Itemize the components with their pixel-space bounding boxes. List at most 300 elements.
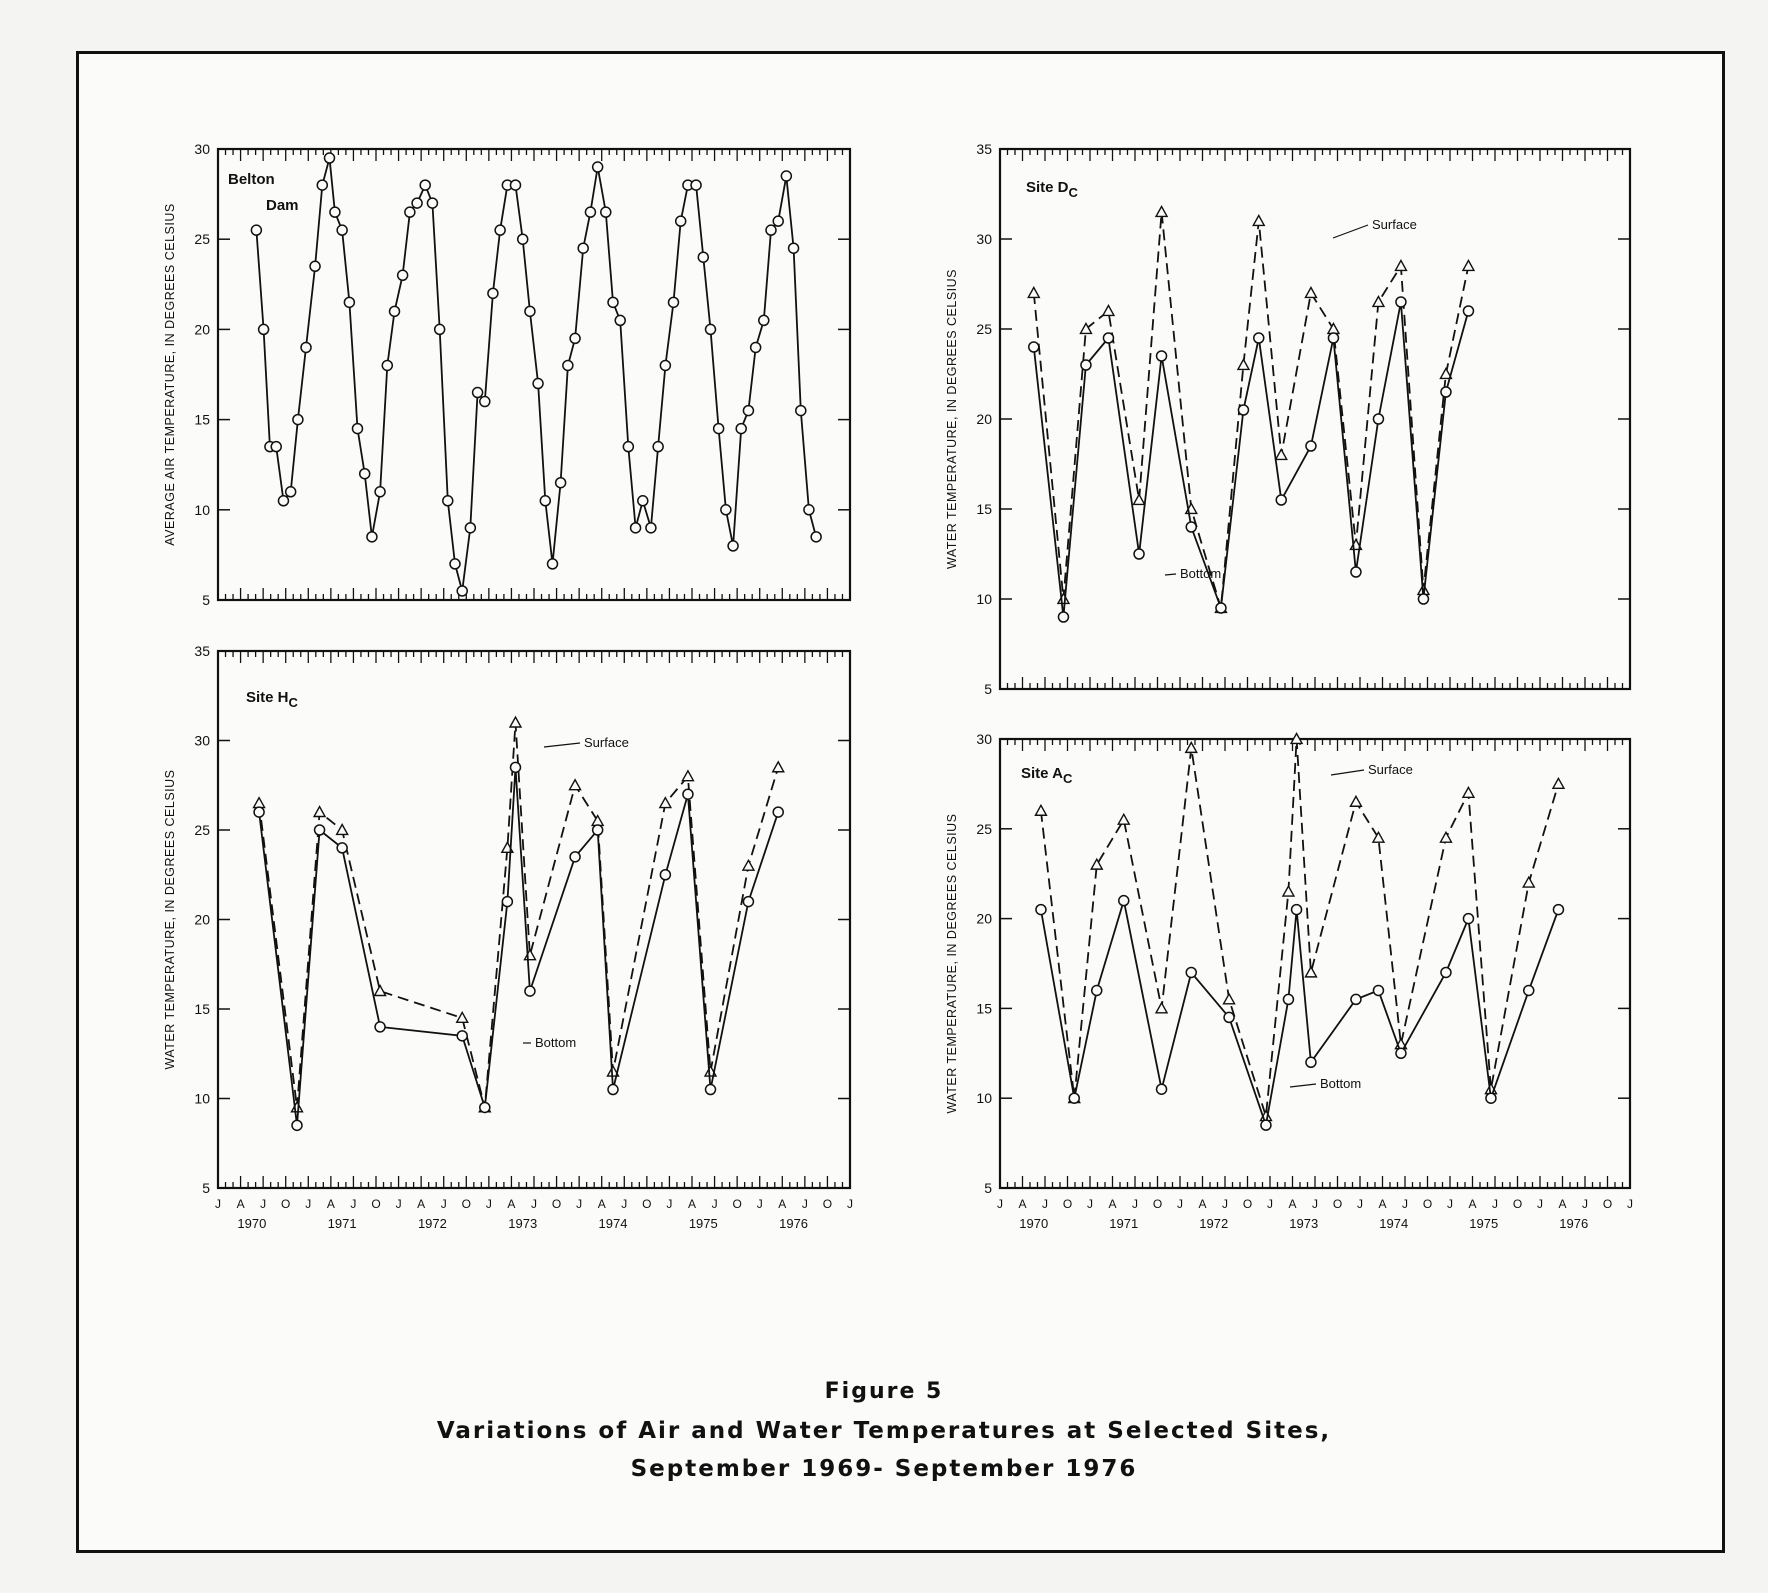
data-point-triangle (1276, 450, 1287, 460)
data-point-circle (450, 559, 460, 569)
data-point-triangle (375, 986, 386, 996)
y-tick-label: 10 (976, 591, 992, 607)
y-tick-label: 5 (984, 1180, 992, 1196)
data-point-circle (412, 198, 422, 208)
data-point-circle (317, 180, 327, 190)
data-point-triangle (292, 1102, 303, 1112)
data-point-triangle (1103, 306, 1114, 316)
x-month-label: A (1468, 1197, 1477, 1211)
data-point-circle (1283, 994, 1293, 1004)
data-point-circle (1186, 522, 1196, 532)
data-point-triangle (1350, 796, 1361, 806)
data-point-triangle (592, 816, 603, 826)
data-point-triangle (1523, 877, 1534, 887)
data-point-circle (325, 153, 335, 163)
x-month-label: J (997, 1197, 1003, 1211)
data-point-circle (593, 162, 603, 172)
x-month-label: A (326, 1197, 335, 1211)
data-point-circle (563, 360, 573, 370)
x-month-label: J (1087, 1197, 1093, 1211)
data-point-circle (457, 1031, 467, 1041)
data-point-circle (473, 388, 483, 398)
data-point-circle (1276, 495, 1286, 505)
y-tick-label: 15 (976, 1000, 992, 1017)
data-point-circle (510, 180, 520, 190)
data-point-circle (1306, 1057, 1316, 1067)
data-point-circle (1373, 414, 1383, 424)
series-line (256, 158, 816, 591)
data-point-circle (495, 225, 505, 235)
data-point-circle (1418, 594, 1428, 604)
x-month-label: J (1492, 1197, 1498, 1211)
series-line-surface (1041, 739, 1559, 1116)
x-year-label: 1971 (327, 1216, 357, 1231)
plot-frame-belton (218, 149, 850, 600)
x-month-label: J (1312, 1197, 1318, 1211)
x-year-label: 1970 (1019, 1216, 1049, 1231)
data-point-circle (743, 406, 753, 416)
x-month-label: J (305, 1197, 312, 1211)
data-point-circle (736, 424, 746, 434)
x-month-label: J (1042, 1197, 1048, 1211)
x-month-label: J (1132, 1197, 1138, 1211)
data-point-circle (1119, 896, 1129, 906)
data-point-triangle (1156, 1003, 1167, 1013)
data-point-triangle (660, 798, 671, 808)
data-point-circle (251, 225, 261, 235)
x-month-label: J (756, 1197, 763, 1211)
x-month-label: A (597, 1197, 606, 1211)
data-point-circle (330, 207, 340, 217)
data-point-circle (443, 496, 453, 506)
x-month-label: J (395, 1197, 402, 1211)
x-year-label: 1970 (237, 1216, 267, 1231)
x-month-label: J (350, 1197, 357, 1211)
data-point-circle (367, 532, 377, 542)
panel-title: Site HC (246, 689, 298, 710)
data-point-triangle (1328, 324, 1339, 334)
data-point-circle (714, 424, 724, 434)
x-month-label: O (822, 1197, 833, 1211)
data-point-circle (286, 487, 296, 497)
data-point-triangle (1118, 814, 1129, 824)
data-point-circle (660, 870, 670, 880)
data-point-circle (1553, 905, 1563, 915)
data-point-circle (488, 288, 498, 298)
x-month-label: A (236, 1197, 245, 1211)
data-point-circle (683, 789, 693, 799)
data-point-circle (1058, 612, 1068, 622)
data-point-triangle (1283, 886, 1294, 896)
data-point-triangle (1253, 216, 1264, 226)
x-month-label: J (260, 1197, 267, 1211)
y-tick-label: 30 (976, 731, 992, 747)
series-line-surface (259, 723, 778, 1108)
data-point-circle (533, 379, 543, 389)
data-point-circle (623, 442, 633, 452)
data-point-circle (480, 397, 490, 407)
annotation-surface: Surface (1368, 762, 1413, 777)
data-point-circle (1396, 1048, 1406, 1058)
data-point-circle (1103, 333, 1113, 343)
plot-frame-site_ac (1000, 739, 1630, 1188)
data-point-circle (310, 261, 320, 271)
y-tick-label: 20 (194, 321, 210, 338)
data-point-triangle (1058, 594, 1069, 604)
y-tick-label: 20 (976, 910, 992, 927)
data-point-circle (585, 207, 595, 217)
data-point-circle (375, 1022, 385, 1032)
x-month-label: O (1152, 1197, 1163, 1211)
data-point-circle (1328, 333, 1338, 343)
data-point-circle (435, 324, 445, 334)
data-point-circle (420, 180, 430, 190)
x-month-label: J (1627, 1197, 1633, 1211)
data-point-triangle (1091, 859, 1102, 869)
x-month-label: O (642, 1197, 652, 1211)
data-point-circle (1486, 1093, 1496, 1103)
data-point-circle (706, 1085, 716, 1095)
data-point-circle (525, 306, 535, 316)
data-point-circle (1463, 306, 1473, 316)
y-tick-label: 25 (976, 820, 992, 837)
panel-title: Belton (228, 171, 275, 188)
data-point-circle (510, 762, 520, 772)
x-month-label: J (1447, 1197, 1453, 1211)
data-point-triangle (510, 717, 521, 727)
annotation-bottom: Bottom (1180, 566, 1222, 581)
data-point-triangle (1463, 787, 1474, 797)
x-month-label: J (1402, 1197, 1408, 1211)
y-tick-label: 5 (984, 681, 992, 697)
y-tick-label: 20 (976, 411, 992, 427)
data-point-circle (293, 415, 303, 425)
data-point-circle (1261, 1120, 1271, 1130)
data-point-circle (781, 171, 791, 181)
x-month-label: O (1242, 1197, 1253, 1211)
annotation-bottom: Bottom (535, 1035, 577, 1050)
data-point-circle (1092, 985, 1102, 995)
data-point-circle (292, 1120, 302, 1130)
data-point-circle (398, 270, 408, 280)
data-point-triangle (1028, 288, 1039, 298)
x-month-label: A (1288, 1197, 1297, 1211)
x-month-label: O (1062, 1197, 1073, 1211)
data-point-circle (570, 333, 580, 343)
data-point-circle (375, 487, 385, 497)
y-tick-label: 25 (976, 321, 992, 337)
x-month-label: J (1357, 1197, 1363, 1211)
data-point-circle (405, 207, 415, 217)
x-month-label: O (1422, 1197, 1433, 1211)
figure-label: Figure 5 (824, 1379, 944, 1404)
data-point-circle (804, 505, 814, 515)
x-month-label: A (1108, 1197, 1117, 1211)
data-point-circle (615, 315, 625, 325)
data-point-circle (278, 496, 288, 506)
data-point-triangle (1463, 261, 1474, 271)
data-point-triangle (314, 807, 325, 817)
data-point-circle (1396, 297, 1406, 307)
y-axis-label: WATER TEMPERATURE, IN DEGREES CELSIUS (945, 813, 959, 1114)
y-tick-label: 10 (194, 1090, 210, 1107)
y-tick-label: 25 (194, 822, 210, 838)
data-point-circle (259, 324, 269, 334)
y-tick-label: 30 (194, 732, 210, 749)
x-month-label: J (1582, 1197, 1588, 1211)
data-point-circle (1157, 351, 1167, 361)
data-point-circle (706, 324, 716, 334)
data-point-triangle (1373, 297, 1384, 307)
x-month-label: O (461, 1197, 471, 1211)
data-point-triangle (682, 771, 693, 781)
data-point-circle (465, 523, 475, 533)
x-year-label: 1973 (1289, 1216, 1319, 1231)
x-month-label: J (440, 1197, 447, 1211)
x-month-label: A (1558, 1197, 1567, 1211)
y-tick-label: 35 (194, 643, 210, 659)
data-point-triangle (1440, 832, 1451, 842)
data-point-circle (1254, 333, 1264, 343)
data-point-circle (631, 523, 641, 533)
data-point-circle (1134, 549, 1144, 559)
x-month-label: O (281, 1197, 291, 1211)
annotation-leader (1165, 574, 1176, 575)
data-point-triangle (743, 860, 754, 870)
data-point-circle (593, 825, 603, 835)
data-point-circle (638, 496, 648, 506)
x-year-label: 1974 (598, 1216, 628, 1231)
y-tick-label: 35 (976, 141, 992, 157)
data-point-circle (271, 442, 281, 452)
data-point-circle (646, 523, 656, 533)
data-point-triangle (337, 825, 348, 835)
annotation-surface: Surface (1372, 217, 1417, 232)
x-month-label: J (1537, 1197, 1543, 1211)
data-point-circle (570, 852, 580, 862)
annotation-leader (1290, 1084, 1316, 1087)
data-point-circle (390, 306, 400, 316)
x-year-label: 1971 (1109, 1216, 1139, 1231)
data-point-circle (301, 342, 311, 352)
data-point-circle (578, 243, 588, 253)
data-point-circle (1157, 1084, 1167, 1094)
data-point-circle (601, 207, 611, 217)
data-point-circle (540, 496, 550, 506)
data-point-circle (337, 225, 347, 235)
data-point-circle (427, 198, 437, 208)
data-point-circle (1029, 342, 1039, 352)
data-point-circle (1463, 914, 1473, 924)
data-point-triangle (1305, 967, 1316, 977)
data-point-circle (698, 252, 708, 262)
y-tick-label: 10 (976, 1090, 992, 1107)
data-point-circle (789, 243, 799, 253)
annotation-leader (1333, 225, 1368, 238)
data-point-circle (382, 360, 392, 370)
figure-title-line-2: September 1969- September 1976 (630, 1456, 1138, 1482)
x-month-label: A (687, 1197, 697, 1211)
x-month-label: J (711, 1197, 718, 1211)
data-point-triangle (1238, 360, 1249, 370)
x-month-label: A (1018, 1197, 1027, 1211)
data-point-circle (548, 559, 558, 569)
data-point-triangle (524, 950, 535, 960)
x-month-label: A (507, 1197, 516, 1211)
x-month-label: A (778, 1197, 787, 1211)
data-point-circle (457, 586, 467, 596)
plot-frame-site_dc (1000, 149, 1630, 689)
y-tick-label: 15 (976, 501, 992, 517)
data-point-circle (556, 478, 566, 488)
data-point-circle (1306, 441, 1316, 451)
series-line-bottom (1041, 901, 1559, 1126)
x-year-label: 1972 (417, 1216, 447, 1231)
y-tick-label: 25 (194, 231, 210, 248)
x-month-label: O (1512, 1197, 1523, 1211)
data-point-circle (1216, 603, 1226, 613)
annotation-bottom: Bottom (1320, 1076, 1362, 1091)
data-point-circle (337, 843, 347, 853)
data-point-circle (1069, 1093, 1079, 1103)
data-point-circle (608, 297, 618, 307)
data-point-circle (1186, 967, 1196, 977)
data-point-circle (315, 825, 325, 835)
data-point-circle (344, 297, 354, 307)
y-tick-label: 10 (194, 501, 210, 518)
x-month-label: J (621, 1197, 628, 1211)
data-point-circle (525, 986, 535, 996)
data-point-circle (721, 505, 731, 515)
data-point-triangle (773, 762, 784, 772)
data-point-circle (352, 424, 362, 434)
x-year-label: 1976 (779, 1216, 809, 1231)
y-tick-label: 30 (976, 231, 992, 247)
x-year-label: 1975 (1469, 1216, 1499, 1231)
figure-title-line-1: Variations of Air and Water Temperatures at Selected Sites, (436, 1418, 1332, 1444)
panel-title: Site AC (1021, 765, 1073, 786)
data-point-circle (653, 442, 663, 452)
x-month-label: J (801, 1197, 808, 1211)
data-point-circle (796, 406, 806, 416)
x-month-label: O (1332, 1197, 1343, 1211)
panel-title: Dam (266, 197, 299, 214)
x-year-label: 1973 (508, 1216, 538, 1231)
y-tick-label: 15 (194, 1001, 210, 1017)
data-point-circle (773, 216, 783, 226)
data-point-circle (811, 532, 821, 542)
data-point-circle (1441, 967, 1451, 977)
y-axis-label: AVERAGE AIR TEMPERATURE, IN DEGREES CELSIUS (163, 203, 177, 546)
data-point-triangle (1035, 805, 1046, 815)
x-month-label: O (732, 1197, 742, 1211)
x-month-label: A (417, 1197, 426, 1211)
x-month-label: A (1378, 1197, 1387, 1211)
data-point-circle (1224, 1012, 1234, 1022)
data-point-circle (691, 180, 701, 190)
x-month-label: J (1267, 1197, 1273, 1211)
data-point-circle (743, 897, 753, 907)
data-point-circle (1351, 994, 1361, 1004)
data-point-circle (759, 315, 769, 325)
y-tick-label: 30 (194, 141, 210, 157)
data-point-triangle (1224, 994, 1235, 1004)
panel-title: Site DC (1026, 179, 1078, 200)
x-year-label: 1975 (688, 1216, 718, 1231)
data-point-triangle (457, 1012, 468, 1022)
x-month-label: J (1177, 1197, 1183, 1211)
y-tick-label: 20 (194, 911, 210, 928)
series-line-bottom (1034, 302, 1469, 617)
data-point-circle (1292, 905, 1302, 915)
data-point-circle (502, 897, 512, 907)
data-point-circle (1351, 567, 1361, 577)
series-line-surface (1034, 212, 1469, 608)
x-month-label: J (531, 1197, 537, 1211)
data-point-circle (773, 807, 783, 817)
data-point-triangle (1156, 207, 1167, 217)
data-point-triangle (1134, 495, 1145, 505)
data-point-circle (751, 342, 761, 352)
x-month-label: J (1222, 1197, 1228, 1211)
data-point-circle (676, 216, 686, 226)
data-point-circle (1036, 905, 1046, 915)
data-point-circle (728, 541, 738, 551)
annotation-surface: Surface (584, 735, 629, 750)
x-month-label: O (551, 1197, 562, 1211)
data-point-circle (1081, 360, 1091, 370)
y-tick-label: 5 (202, 592, 210, 608)
data-point-triangle (570, 780, 581, 790)
data-point-circle (360, 469, 370, 479)
x-month-label: J (576, 1197, 583, 1211)
x-month-label: J (485, 1197, 492, 1211)
y-axis-label: WATER TEMPERATURE, IN DEGREES CELSIUS (163, 769, 177, 1070)
annotation-leader (544, 743, 580, 747)
data-point-triangle (1373, 832, 1384, 842)
data-point-circle (1238, 405, 1248, 415)
x-year-label: 1972 (1199, 1216, 1229, 1231)
data-point-triangle (254, 798, 265, 808)
x-year-label: 1974 (1379, 1216, 1409, 1231)
data-point-circle (518, 234, 528, 244)
y-tick-label: 5 (202, 1180, 210, 1196)
series-line-bottom (259, 767, 778, 1125)
x-month-label: A (1198, 1197, 1207, 1211)
data-point-triangle (1395, 261, 1406, 271)
data-point-circle (1524, 985, 1534, 995)
y-tick-label: 15 (194, 411, 210, 428)
data-point-circle (608, 1085, 618, 1095)
data-point-triangle (1553, 778, 1564, 788)
data-point-circle (1441, 387, 1451, 397)
data-point-circle (766, 225, 776, 235)
data-point-circle (1373, 985, 1383, 995)
x-month-label: O (371, 1197, 381, 1211)
x-month-label: J (666, 1197, 673, 1211)
annotation-leader (1331, 770, 1364, 775)
data-point-circle (480, 1102, 490, 1112)
data-point-triangle (1305, 288, 1316, 298)
x-month-label: J (215, 1197, 221, 1211)
x-year-label: 1976 (1559, 1216, 1589, 1231)
y-axis-label: WATER TEMPERATURE, IN DEGREES CELSIUS (945, 268, 959, 570)
data-point-circle (254, 807, 264, 817)
x-month-label: J (847, 1197, 853, 1211)
x-month-label: O (1602, 1197, 1613, 1211)
data-point-circle (668, 297, 678, 307)
data-point-circle (660, 360, 670, 370)
